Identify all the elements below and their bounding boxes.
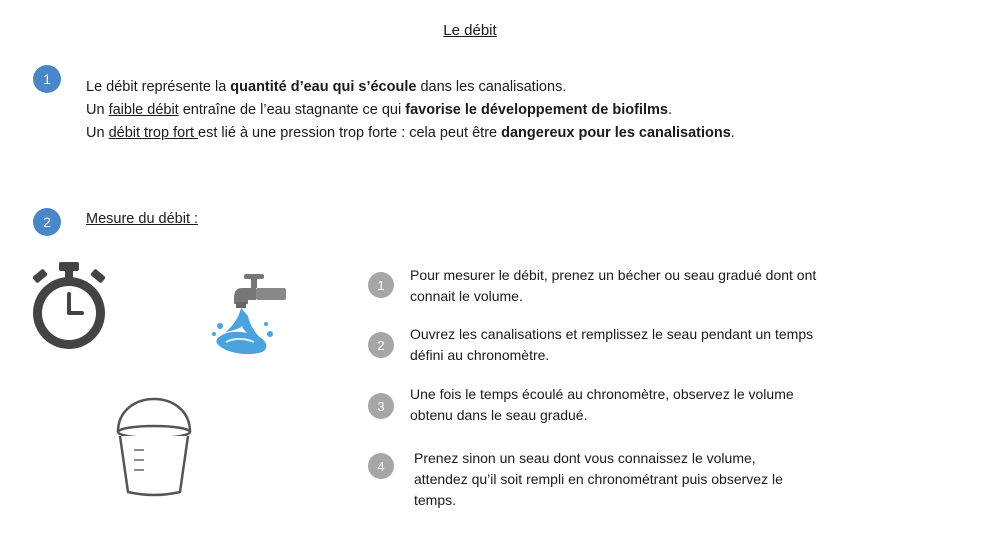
section-1-badge: 1 — [33, 65, 61, 93]
section-2-heading: Mesure du débit : — [86, 211, 199, 227]
intro-text — [86, 76, 735, 145]
stopwatch-icon — [27, 258, 111, 354]
intro-line-1: Le débit représente la quantité d’eau qui s’écoule dans les canalisations. — [86, 79, 567, 95]
step-3-text: Une fois le temps écoulé au chronomètre, observez le volume obtenu dans le seau gradué. — [410, 386, 794, 423]
intro-line-3: Un débit trop fort est lié à une pression trop forte : cela peut être dangereux pour les canalisations. — [86, 125, 735, 141]
page-title: Le débit — [443, 22, 497, 39]
step-3-badge: 3 — [368, 393, 394, 419]
intro-line-2: Un faible débit entraîne de l’eau stagnante ce qui favorise le développement de biofilms. — [86, 102, 672, 118]
step-1-badge: 1 — [368, 272, 394, 298]
step-4-text: Prenez sinon un seau dont vous connaissez le volume, attendez qu’il soit rempli en chronométrant puis observez le temps. — [414, 450, 783, 508]
step-4-badge: 4 — [368, 453, 394, 479]
bucket-icon — [112, 384, 196, 500]
step-1-text: Pour mesurer le débit, prenez un bécher ou seau gradué dont ont connait le volume. — [410, 267, 817, 304]
faucet-icon — [196, 268, 292, 364]
section-2-badge: 2 — [33, 208, 61, 236]
step-2-text: Ouvrez les canalisations et remplissez le seau pendant un temps défini au chronomètre. — [410, 326, 814, 363]
step-2-badge: 2 — [368, 332, 394, 358]
